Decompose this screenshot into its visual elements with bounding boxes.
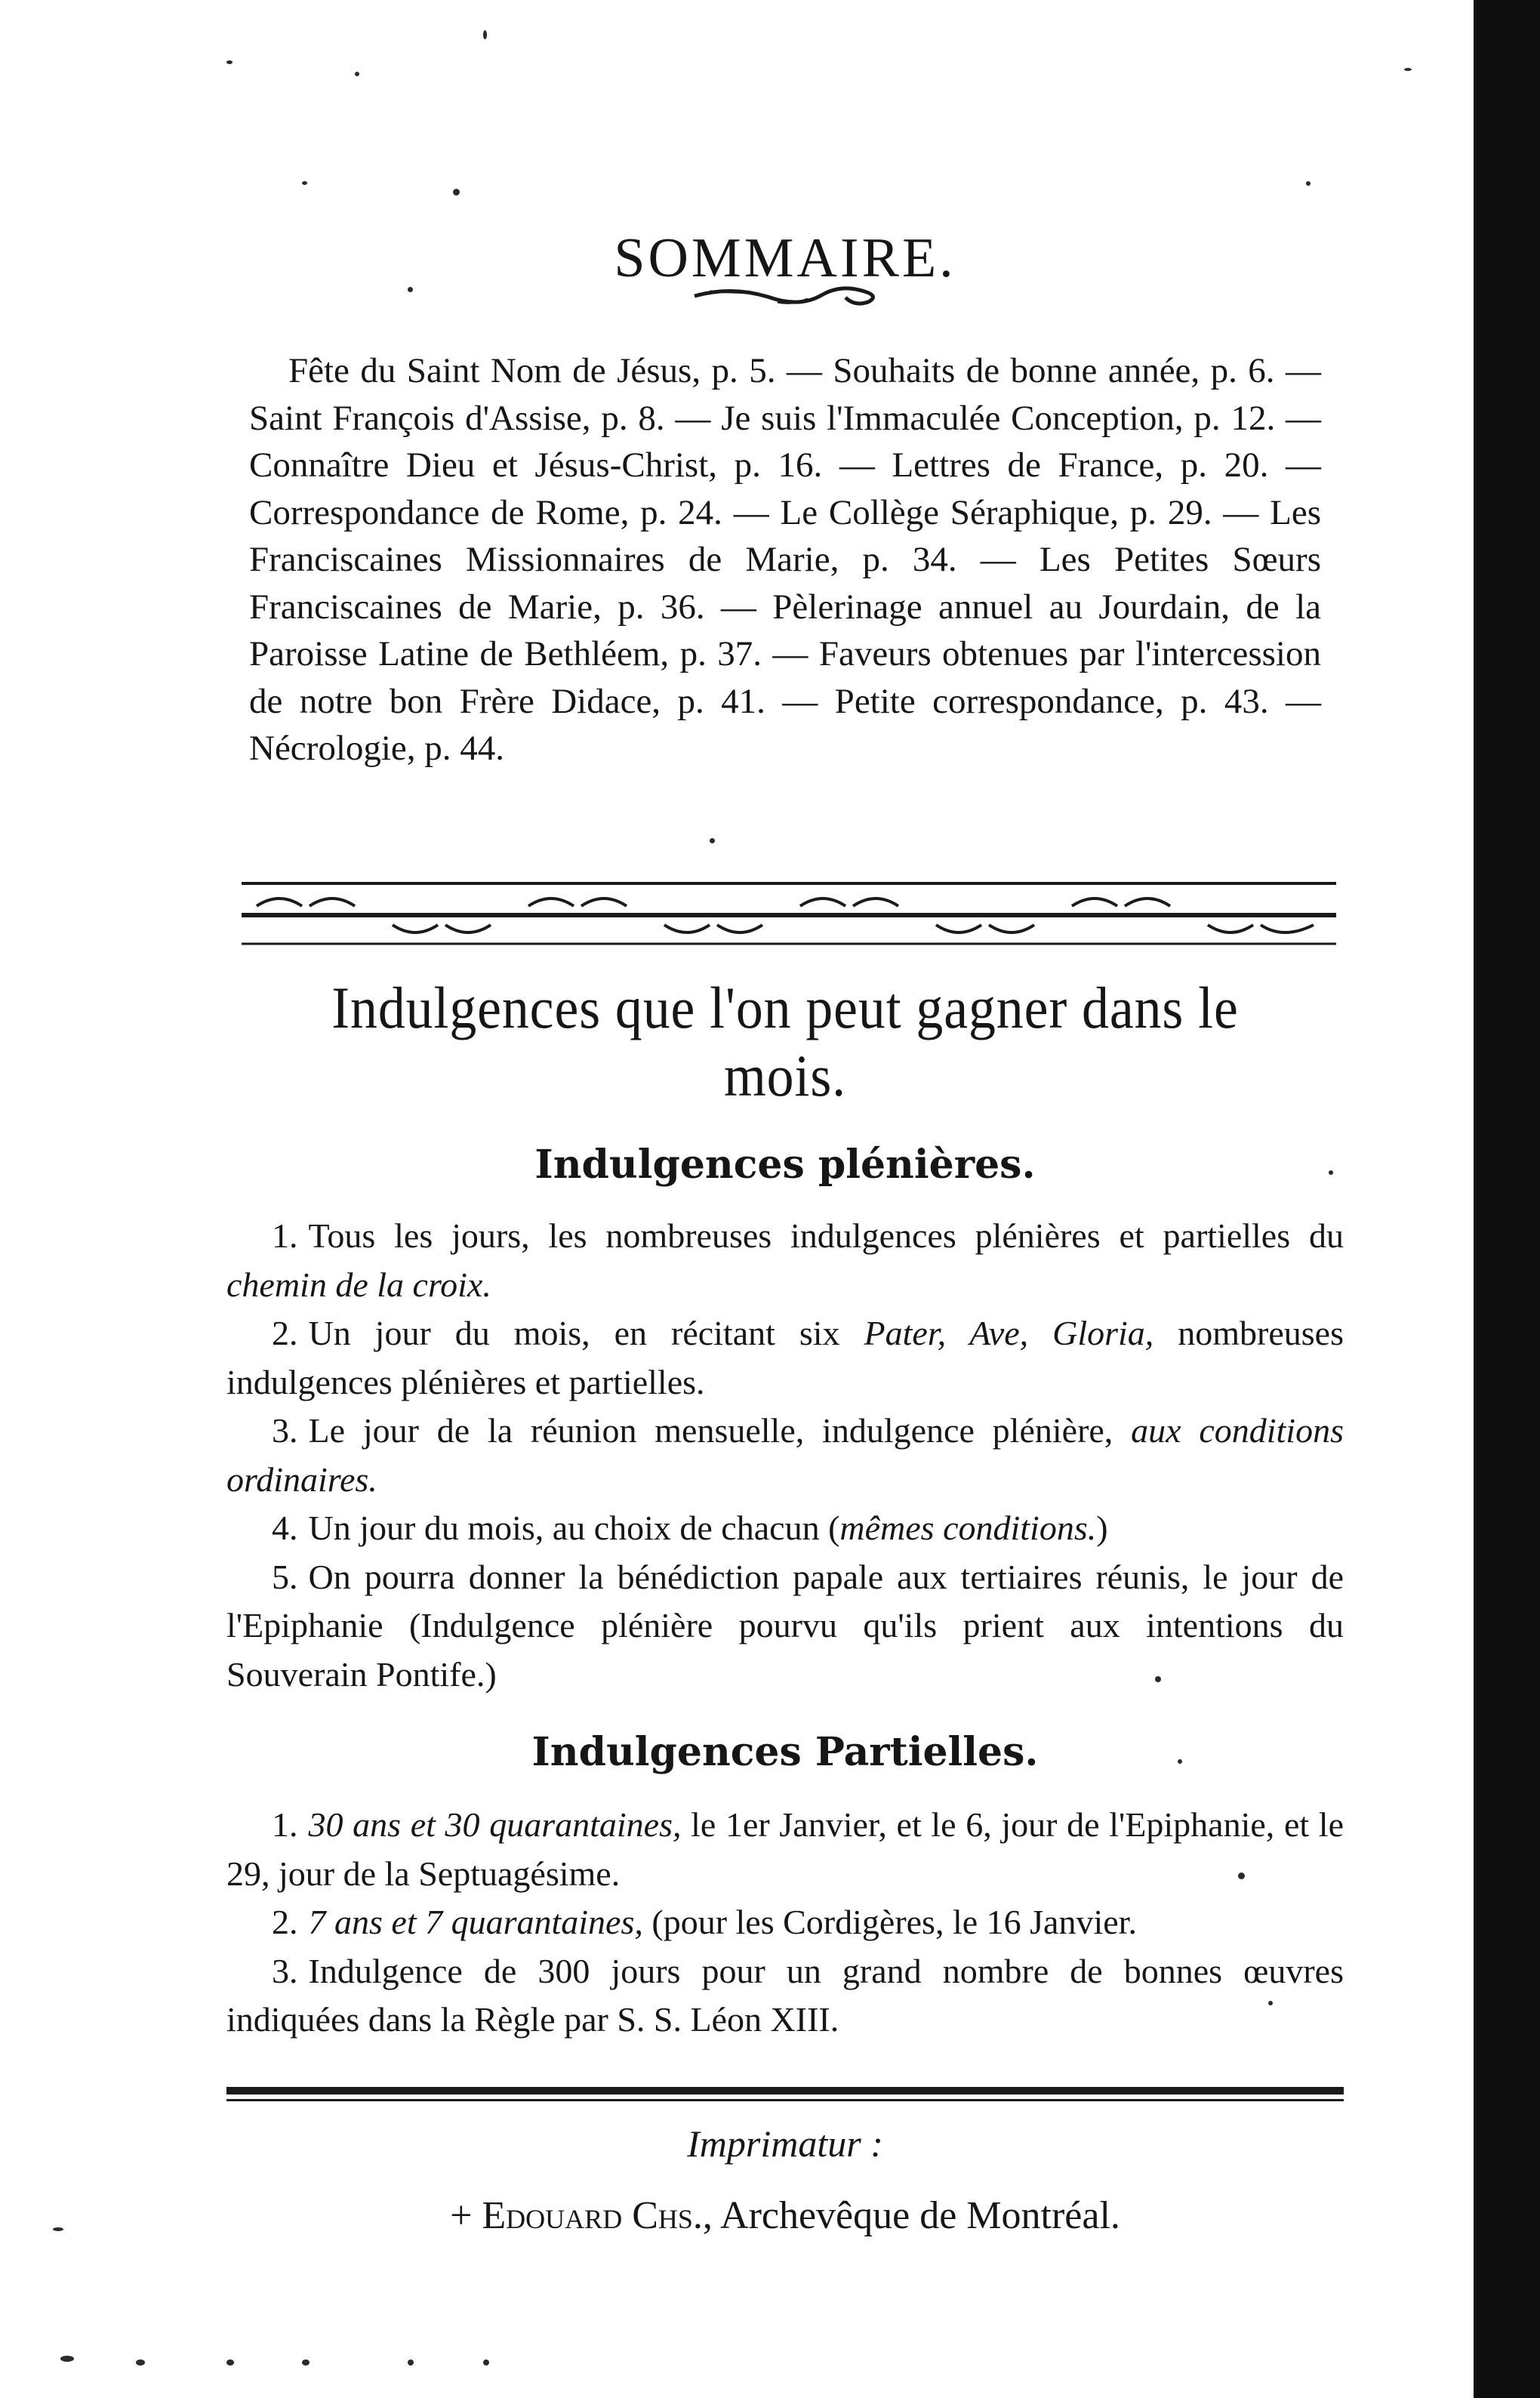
scan-speck [483, 30, 487, 39]
item-text-end: ) [1096, 1509, 1108, 1547]
table-of-contents: Fête du Saint Nom de Jésus, p. 5. — Souhaits de bonne année, p. 6. — Saint François d'Assise, p. 8. — Je suis l'Immaculée Conception, p. 12. — Connaître Dieu et Jésus-Christ, p. 16. — Lettres de France, p. 20. — Correspondance de Rome, p. 24. — Le Collège Séraphique, p. 29. — Les Franciscaines Missionnaires de Marie, p. 34. — Les Petites Sœurs Franciscaines de Marie, p. 36. — Pèlerinage annuel au Jourdain, de la Paroisse Latine de Bethléem, p. 37. — Faveurs obtenues par l'intercession de notre bon Frère Didace, p. 41. — Petite correspondance, p. 43. — Nécrologie, p. 44. [249, 351, 1321, 768]
section-heading: Indulgences que l'on peut gagner dans le mois. [331, 975, 1239, 1108]
scan-speck [53, 2227, 63, 2231]
signatory-title: , Archevêque de Montréal. [702, 2194, 1120, 2237]
item-italic-text: 30 ans et 30 quarantaines, [308, 1805, 682, 1844]
item-number: 1. [272, 1805, 298, 1844]
item-text: Le jour de la réunion mensuelle, indulgence plénière, [308, 1411, 1132, 1450]
item-italic-text: 7 ans et 7 quarantaines, [308, 1903, 643, 1941]
list-item [226, 1801, 1344, 1898]
scan-speck [136, 2359, 145, 2366]
item-italic-text: chemin de la croix. [226, 1265, 491, 1304]
scan-speck [302, 181, 307, 185]
list-item [226, 1407, 1344, 1504]
cross-symbol: + [450, 2194, 473, 2237]
scan-speck [60, 2356, 74, 2362]
list-item [226, 1309, 1344, 1407]
list-item [226, 1898, 1344, 1947]
item-text: Un jour du mois, en récitant six [308, 1314, 864, 1352]
item-text-end: le 1er Janvier, et le 6, jour de l'Epiphanie, et le 29, jour de la Septuagésime. [226, 1805, 1344, 1893]
scan-speck [302, 2359, 310, 2366]
title-flourish-ornament [687, 272, 883, 317]
scan-speck [483, 2359, 489, 2366]
item-text: Un jour du mois, au choix de chacun ( [308, 1509, 840, 1547]
partial-indulgences-list [226, 1801, 1344, 2045]
scan-speck [453, 189, 460, 196]
plenary-indulgences-heading: Indulgences plénières. [534, 1142, 1036, 1188]
list-item [226, 1553, 1344, 1700]
item-number: 3. [272, 1951, 298, 1990]
item-text: Tous les jours, les nombreuses indulgences plénières et partielles du [308, 1216, 1344, 1255]
plenary-indulgences-list [226, 1212, 1344, 1699]
list-item [226, 1212, 1344, 1309]
list-item [226, 1504, 1344, 1553]
scan-speck [408, 2359, 414, 2366]
imprimatur-label: Imprimatur : [687, 2122, 883, 2165]
signature-line [226, 2193, 1344, 2238]
scan-speck [226, 2359, 234, 2366]
scan-speck [710, 838, 715, 843]
scan-speck [1306, 181, 1311, 186]
item-number: 2. [272, 1314, 298, 1352]
partial-indulgences-heading: Indulgences Partielles. [531, 1729, 1039, 1775]
item-text-end: (pour les Cordigères, le 16 Janvier. [642, 1903, 1137, 1941]
item-italic-text: aux conditions ordinaires. [226, 1411, 1344, 1499]
divider-rule-thin [226, 2099, 1344, 2101]
item-number: 5. [272, 1557, 298, 1596]
signatory-name: Edouard Chs. [482, 2194, 703, 2237]
decorative-border-ornament [242, 868, 1336, 959]
item-text-end: nombreuses indulgences plénières et partielles. [226, 1314, 1344, 1401]
item-number: 1. [272, 1216, 298, 1255]
scan-speck [355, 72, 359, 76]
list-item [226, 1947, 1344, 2045]
scan-speck [226, 60, 233, 64]
item-italic-text: Pater, Ave, Gloria, [864, 1314, 1154, 1352]
item-text: On pourra donner la bénédiction papale aux tertiaires réunis, le jour de l'Epiphanie (Indulgence plénière pourvu qu'ils prient aux intentions du Souverain Pontife.) [226, 1557, 1344, 1694]
scan-speck [1404, 68, 1412, 71]
item-number: 3. [272, 1411, 298, 1450]
item-number: 4. [272, 1509, 298, 1547]
item-number: 2. [272, 1903, 298, 1941]
page-title: SOMMAIRE. [614, 227, 956, 289]
divider-rule-thick [226, 2087, 1344, 2094]
item-text: Indulgence de 300 jours pour un grand nombre de bonnes œuvres indiquées dans la Règle par S. S. Léon XIII. [226, 1951, 1344, 2039]
item-italic-text: mêmes conditions. [839, 1509, 1097, 1547]
scan-edge-bar [1474, 0, 1540, 2398]
